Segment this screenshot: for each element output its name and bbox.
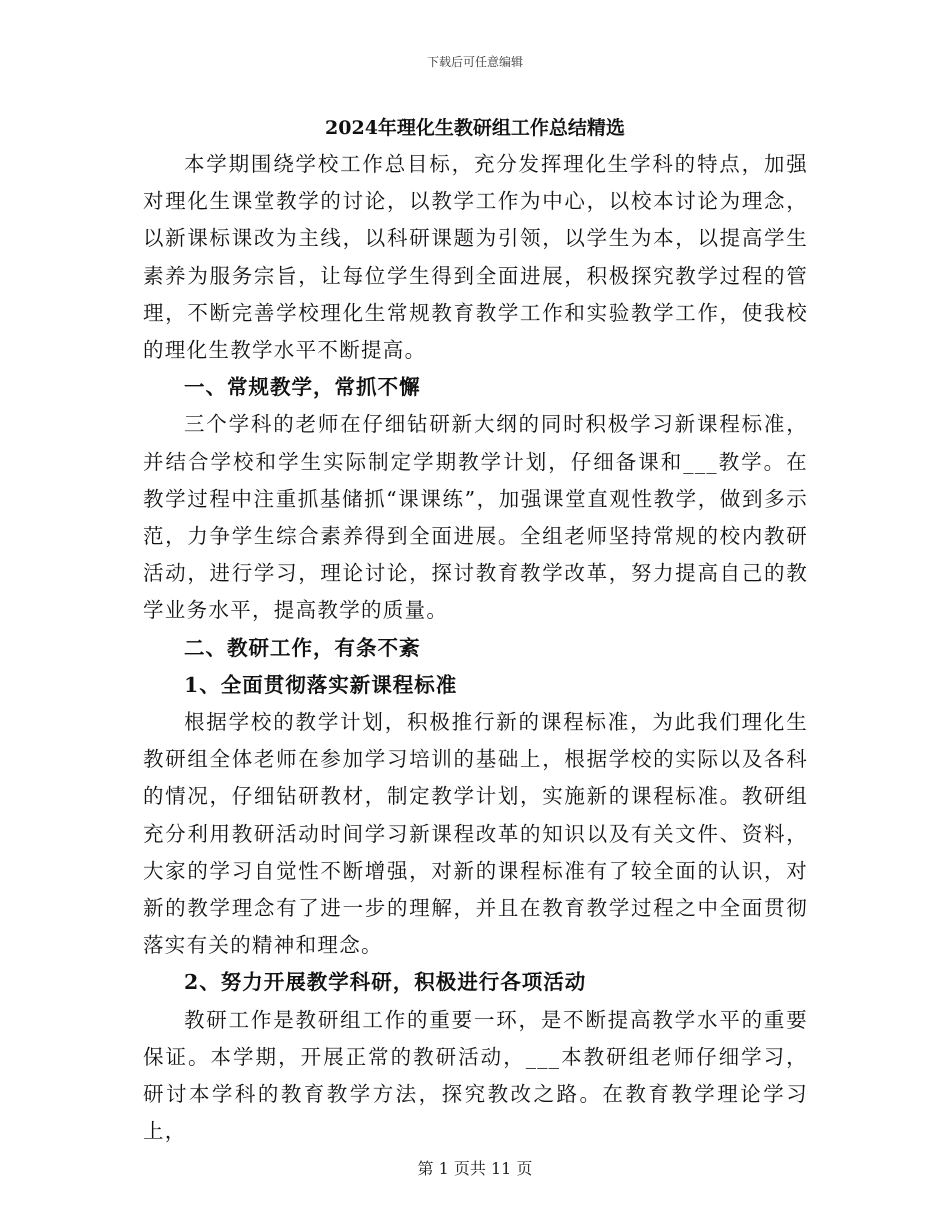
section-heading-routine-teaching: 一、常规教学，常抓不懈 bbox=[184, 375, 421, 400]
page-number-footer: 第 1 页共 11 页 bbox=[417, 1159, 533, 1178]
section-heading-teaching-research: 二、教研工作，有条不紊 bbox=[184, 635, 421, 660]
subsection-heading-new-curriculum: 1、全面贯彻落实新课程标准 bbox=[184, 672, 458, 697]
subsection-heading-research-activities: 2、努力开展教学科研，积极进行各项活动 bbox=[184, 970, 587, 995]
document-body bbox=[143, 146, 808, 1150]
subsection-paragraph-new-curriculum: 根据学校的教学计划，积极推行新的课程标准，为此我们理化生教研组全体老师在参加学习培训的基础上，根据学校的实际以及各科的情况，仔细钻研教材，制定教学计划，实施新的课程标准。教研组充分利用教研活动时间学习新课程改革的知识以及有关文件、资料，大家的学习自觉性不断增强，对新的课程标准有了较全面的认识，对新的教学理念有了进一步的理解，并且在教育教学过程之中全面贯彻落实有关的精神和理念。 bbox=[143, 710, 808, 958]
header-note: 下载后可任意编辑 bbox=[426, 55, 523, 69]
document-title: 2024年理化生教研组工作总结精选 bbox=[325, 117, 625, 139]
intro-paragraph: 本学期围绕学校工作总目标，充分发挥理化生学科的特点，加强对理化生课堂教学的讨论，以教学工作为中心，以校本讨论为理念，以新课标课改为主线，以科研课题为引领，以学生为本，以提高学生素养为服务宗旨，让每位学生得到全面进展，积极探究教学过程的管理，不断完善学校理化生常规教育教学工作和实验教学工作，使我校的理化生教学水平不断提高。 bbox=[143, 152, 808, 363]
subsection-paragraph-research-activities: 教研工作是教研组工作的重要一环，是不断提高教学水平的重要保证。本学期，开展正常的教研活动，___本教研组老师仔细学习，研讨本学科的教育教学方法，探究教改之路。在教育教学理论学习上， bbox=[143, 1007, 808, 1144]
section-paragraph-routine-teaching: 三个学科的老师在仔细钻研新大纲的同时积极学习新课程标准，并结合学校和学生实际制定学期教学计划，仔细备课和___教学。在教学过程中注重抓基储抓“课课练”，加强课堂直观性教学，做到多示范，力争学生综合素养得到全面进展。全组老师坚持常规的校内教研活动，进行学习，理论讨论，探讨教育教学改革，努力提高自己的教学业务水平，提高教学的质量。 bbox=[143, 412, 808, 623]
